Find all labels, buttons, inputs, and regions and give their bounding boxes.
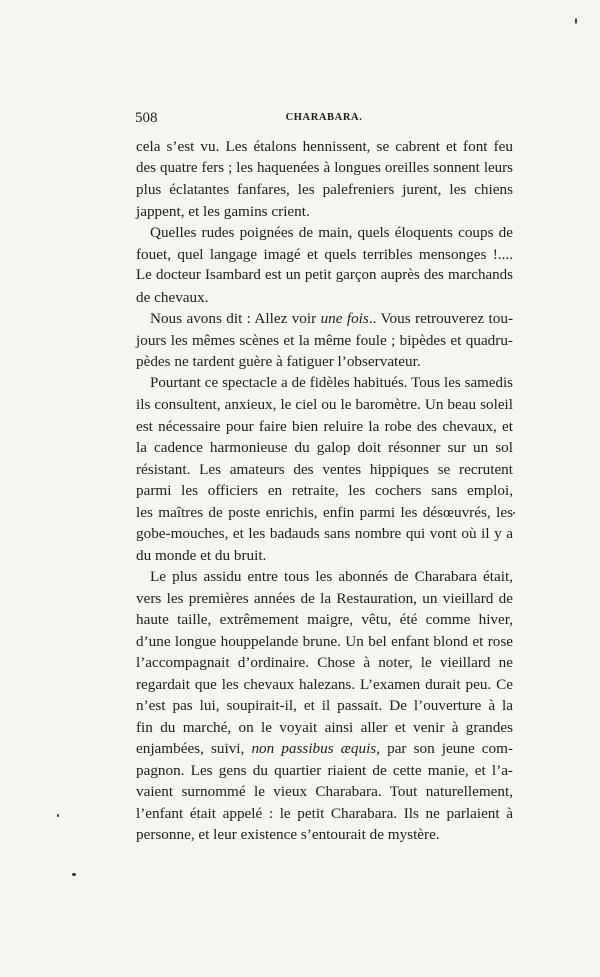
- text-line: pèdes ne tardent guère à fatiguer l’observateur.: [136, 353, 421, 370]
- text-line: résistant. Les amateurs des ventes hippiques se recrutent: [136, 460, 513, 478]
- text-line: enjambées, suivi, non passibus æquis, par son jeune com-: [136, 740, 513, 757]
- body-text: [136, 136, 513, 846]
- text-line: jappent, et les gamins crient.: [136, 202, 310, 220]
- paper-speck: [72, 873, 76, 876]
- text-line: haute taille, extrêmement maigre, vêtu, été comme hiver,: [136, 611, 513, 628]
- text-line: Pourtant ce spectacle a de fidèles habitués. Tous les samedis: [150, 374, 513, 391]
- text-line: parmi les officiers en retraite, les cochers sans emploi,: [136, 482, 513, 499]
- text-line: Nous avons dit : Allez voir une fois.. Vous retrouverez tou-: [150, 310, 513, 327]
- text-line: de chevaux.: [136, 288, 209, 306]
- text-line: plus éclatantes fanfares, les palefreniers jurent, les chiens: [136, 181, 513, 198]
- text-line: fin du marché, on le voyait ainsi aller et venir à grandes: [136, 718, 513, 736]
- text-line: cela s’est vu. Les étalons hennissent, se cabrent et font feu: [136, 138, 513, 155]
- page-number: 508: [135, 110, 158, 126]
- text-line: pagnon. Les gens du quartier riaient de cette manie, et l’a-: [136, 761, 513, 779]
- text-line: Quelles rudes poignées de main, quels éloquents coups de: [150, 224, 513, 241]
- text-line: Le plus assidu entre tous les abonnés de Charabara était,: [150, 568, 513, 585]
- paper-speck: [57, 814, 59, 817]
- text-line: la cadence harmonieuse du galop doit résonner sur un sol: [136, 439, 513, 456]
- text-line: d’une longue houppelande brune. Un bel enfant blond et rose: [136, 632, 513, 650]
- paper-speck: [575, 18, 577, 24]
- text-line: jours les mêmes scènes et la même foule ; bipèdes et quadru-: [136, 331, 513, 349]
- page-header: [135, 110, 513, 130]
- text-line: regardait que les chevaux halezans. L’examen durait peu. Ce: [136, 675, 513, 693]
- text-line: du monde et du bruit.: [136, 546, 267, 564]
- text-line: personne, et leur existence s’entourait de mystère.: [136, 826, 440, 843]
- text-line: n’est pas lui, soupirait-il, et il passait. De l’ouverture à la: [136, 697, 513, 714]
- text-line: les maîtres de poste enrichis, enfin parmi les désœuvrés, les: [136, 503, 513, 521]
- text-line: Le docteur Isambard est un petit garçon auprès des marchands: [136, 267, 513, 283]
- text-line: est nécessaire pour faire bien reluire la robe des chevaux, et: [136, 417, 513, 435]
- text-line: des quatre fers ; les haquenées à longues oreilles sonnent leurs: [136, 159, 513, 176]
- text-line: vaient surnommé le vieux Charabara. Tout naturellement,: [136, 783, 513, 800]
- text-line: vers les premières années de la Restauration, un vieillard de: [136, 589, 513, 607]
- text-line: l’enfant était appelé : le petit Charabara. Ils ne parlaient à: [136, 804, 513, 822]
- text-line: fouet, quel langage imagé et quels terribles mensonges !....: [136, 245, 513, 263]
- running-head: CHARABARA.: [285, 112, 363, 123]
- text-line: l’accompagnait d’ordinaire. Chose à noter, le vieillard ne: [136, 654, 513, 671]
- text-line: ils consultent, anxieux, le ciel ou le baromètre. Un beau soleil: [136, 396, 513, 413]
- paper-speck: [513, 512, 515, 514]
- text-line: gobe-mouches, et les badauds sans nombre qui vont où il y a: [136, 525, 513, 542]
